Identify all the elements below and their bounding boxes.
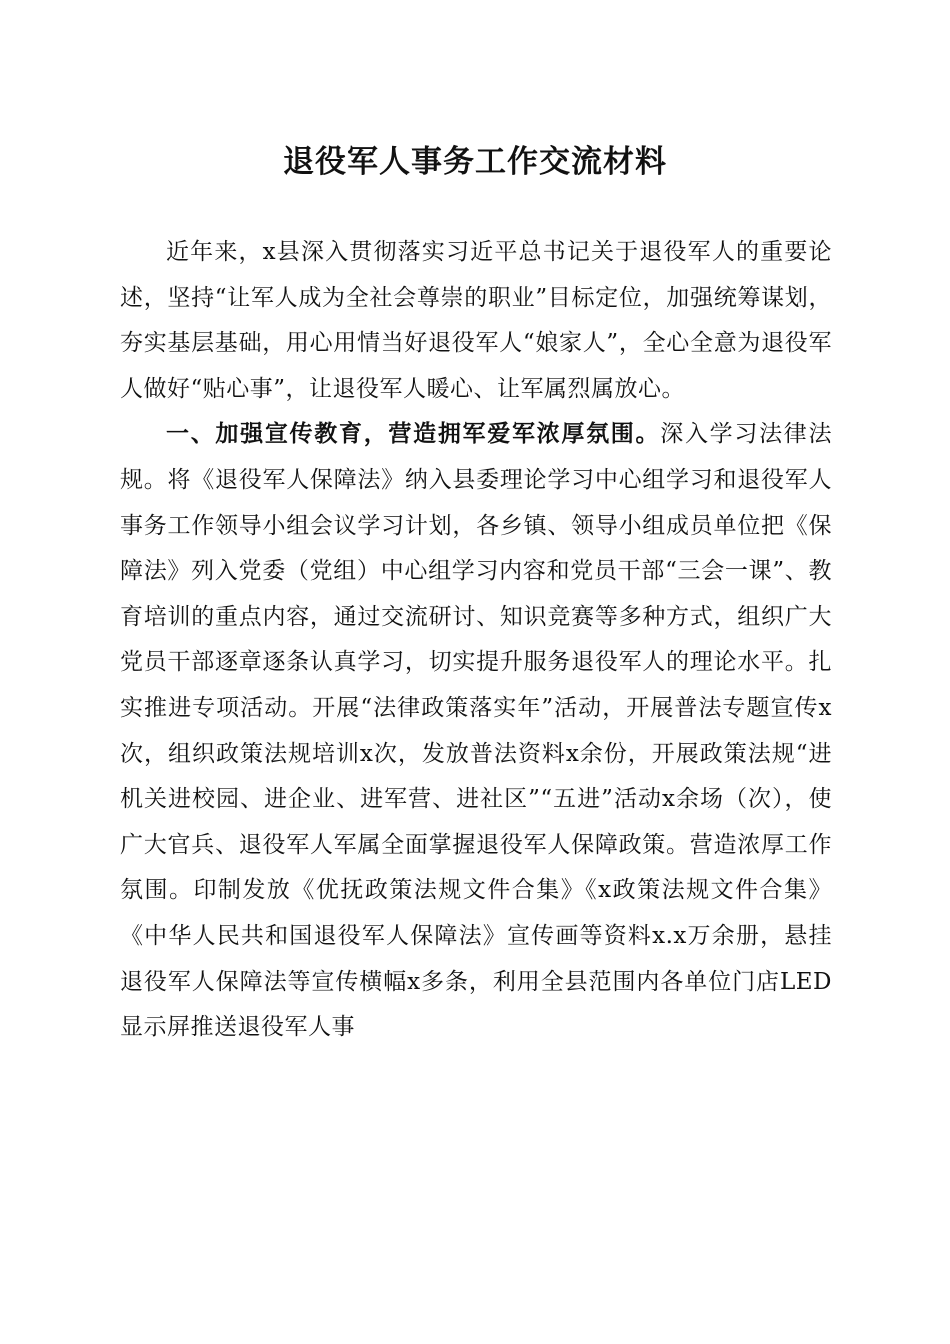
intro-paragraph bbox=[120, 230, 832, 412]
document-body bbox=[120, 230, 832, 1051]
section-one-paragraph bbox=[120, 412, 832, 1050]
document-title: 退役军人事务工作交流材料 bbox=[283, 144, 667, 180]
section-heading: 一、加强宣传教育，营造拥军爱军浓厚氛围。 bbox=[166, 421, 661, 448]
paragraph-text: 深入学习法律法规。将《退役军人保障法》纳入县委理论学习中心组学习和退役军人事务工作领导小组会议学习计划，各乡镇、领导小组成员单位把《保障法》列入党委（党组）中心组学习内容和党员干部“三会一课”、教育培训的重点内容，通过交流研讨、知识竞赛等多种方式，组织广大党员干部逐章逐条认真学习，切实提升服务退役军人的理论水平。扎实推进专项活动。开展“法律政策落实年”活动，开展普法专题宣传x次，组织政策法规培训x次，发放普法资料x余份，开展政策法规“进机关进校园、进企业、进军营、进社区”“五进”活动x余场（次），使广大官兵、退役军人军属全面掌握退役军人保障政策。营造浓厚工作氛围。印制发放《优抚政策法规文件合集》《x政策法规文件合集》《中华人民共和国退役军人保障法》宣传画等资料x.x万余册，悬挂退役军人保障法等宣传横幅x多条，利用全县范围内各单位门店LED显示屏推送退役军人事 bbox=[120, 421, 833, 1041]
paragraph-text: 近年来，x县深入贯彻落实习近平总书记关于退役军人的重要论述，坚持“让军人成为全社会尊崇的职业”目标定位，加强统筹谋划，夯实基层基础，用心用情当好退役军人“娘家人”，全心全意为退役军人做好“贴心事”，让退役军人暖心、让军属烈属放心。 bbox=[120, 239, 832, 402]
